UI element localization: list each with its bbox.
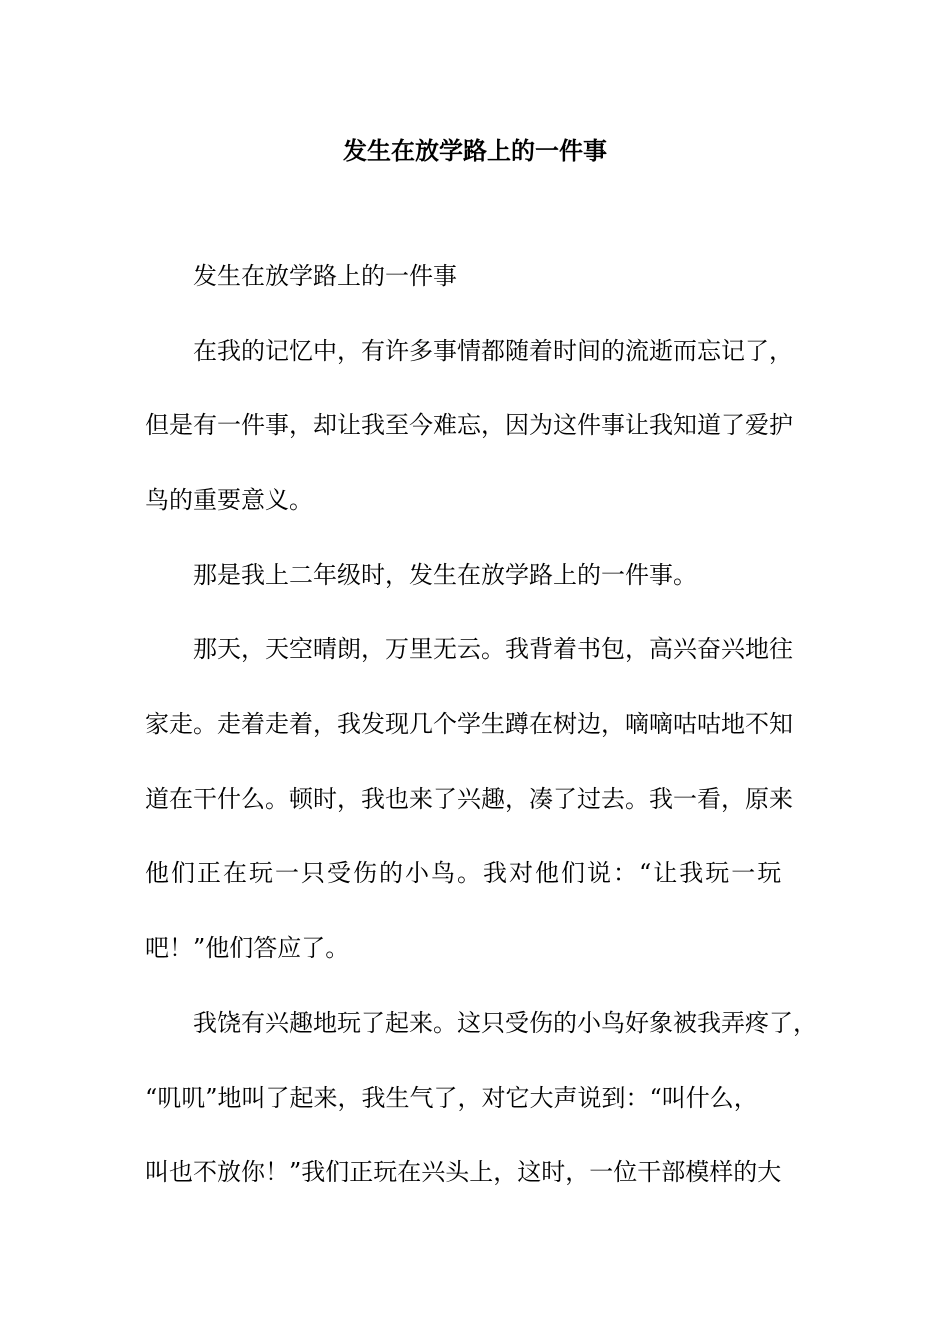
paragraph-line: 那天，天空晴朗，万里无云。我背着书包，高兴奋兴地往 [193,635,793,663]
paragraph-line: 吧！”他们答应了。 [145,934,350,962]
paragraph-line: 鸟的重要意义。 [145,486,313,514]
paragraph-line: 但是有一件事，却让我至今难忘，因为这件事让我知道了爱护 [145,411,793,439]
paragraph-line: 那是我上二年级时，发生在放学路上的一件事。 [193,561,697,589]
subtitle-line: 发生在放学路上的一件事 [193,262,457,290]
paragraph-line: 家走。走着走着，我发现几个学生蹲在树边，嘀嘀咕咕地不知 [145,710,793,738]
paragraph-line: 我饶有兴趣地玩了起来。这只受伤的小鸟好象被我弄疼了， [193,1009,817,1037]
document-title: 发生在放学路上的一件事 [343,136,607,165]
paragraph-line: 在我的记忆中，有许多事情都随着时间的流逝而忘记了， [193,337,793,365]
paragraph-line: 道在干什么。顿时，我也来了兴趣，凑了过去。我一看，原来 [145,785,793,813]
paragraph-line: 叫也不放你！”我们正玩在兴头上，这时，一位干部模样的大 [145,1158,782,1186]
paragraph-line: 他们正在玩一只受伤的小鸟。我对他们说：“让我玩一玩 [145,859,784,887]
paragraph-line: “叽叽”地叫了起来，我生气了，对它大声说到：“叫什么， [145,1084,758,1112]
